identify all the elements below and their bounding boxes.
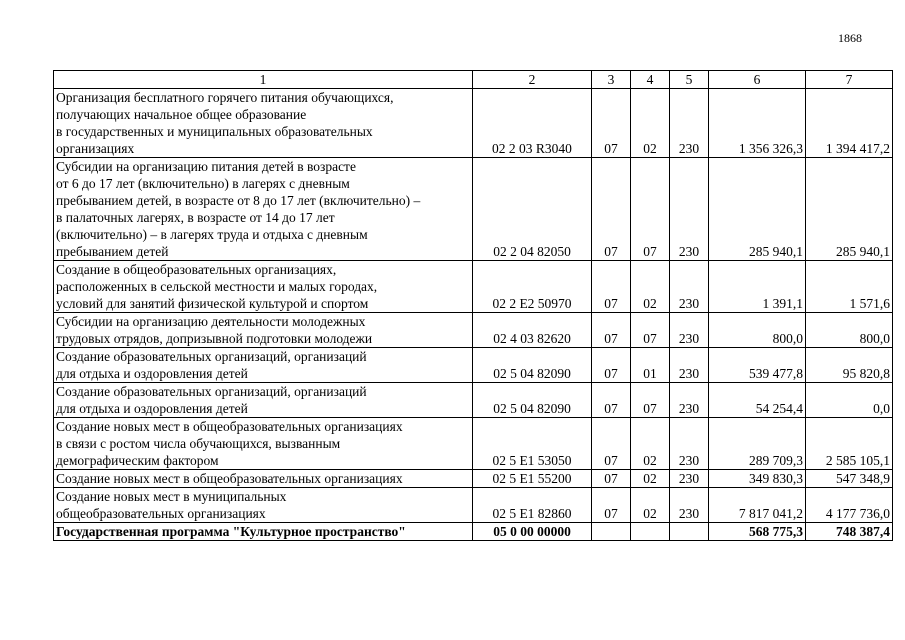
row-section: 07 [592, 418, 631, 470]
table-row [54, 348, 893, 383]
row-subsection: 02 [631, 261, 670, 313]
row-name: Создание новых мест в муниципальных общеобразовательных организациях [54, 488, 473, 523]
row-section [592, 523, 631, 541]
header-col-2: 2 [473, 71, 592, 89]
row-target-article: 02 5 04 82090 [473, 383, 592, 418]
page-number: 1868 [838, 31, 862, 45]
row-target-article: 02 5 E1 82860 [473, 488, 592, 523]
header-col-6: 6 [709, 71, 806, 89]
row-name: Создание новых мест в общеобразовательных организациях в связи с ростом числа обучающихся, вызванным демографическим фактором [54, 418, 473, 470]
row-amount-col6: 285 940,1 [709, 158, 806, 261]
row-name: Создание образовательных организаций, организаций для отдыха и оздоровления детей [54, 383, 473, 418]
row-expense-type: 230 [670, 488, 709, 523]
row-expense-type: 230 [670, 348, 709, 383]
program-total-row [54, 523, 893, 541]
row-amount-col6: 1 356 326,3 [709, 89, 806, 158]
row-section: 07 [592, 313, 631, 348]
row-amount-col6: 1 391,1 [709, 261, 806, 313]
row-expense-type: 230 [670, 418, 709, 470]
row-expense-type [670, 523, 709, 541]
row-amount-col7: 547 348,9 [806, 470, 893, 488]
row-amount-col7: 1 394 417,2 [806, 89, 893, 158]
header-row [54, 71, 893, 89]
row-target-article: 05 0 00 00000 [473, 523, 592, 541]
row-amount-col7: 2 585 105,1 [806, 418, 893, 470]
row-amount-col7: 1 571,6 [806, 261, 893, 313]
row-section: 07 [592, 348, 631, 383]
row-amount-col7: 800,0 [806, 313, 893, 348]
row-amount-col6: 289 709,3 [709, 418, 806, 470]
row-subsection: 07 [631, 383, 670, 418]
row-name: Субсидии на организацию питания детей в возрасте от 6 до 17 лет (включительно) в лагерях с дневным пребыванием детей, в возрасте от 8 до 17 лет (включительно) – в палаточных лагерях, в возрасте от 14 до 17 лет (включительно) – в лагерях труда и отдыха с дневным пребыванием детей [54, 158, 473, 261]
row-expense-type: 230 [670, 261, 709, 313]
row-amount-col7: 748 387,4 [806, 523, 893, 541]
row-name: Создание в общеобразовательных организациях, расположенных в сельской местности и малых городах, условий для занятий физической культурой и спортом [54, 261, 473, 313]
row-subsection [631, 523, 670, 541]
row-subsection: 02 [631, 89, 670, 158]
table-row [54, 89, 893, 158]
row-amount-col6: 349 830,3 [709, 470, 806, 488]
table-row [54, 383, 893, 418]
row-amount-col6: 54 254,4 [709, 383, 806, 418]
table-row [54, 158, 893, 261]
budget-table [53, 70, 893, 541]
row-name: Создание образовательных организаций, организаций для отдыха и оздоровления детей [54, 348, 473, 383]
row-name: Создание новых мест в общеобразовательных организациях [54, 470, 473, 488]
row-target-article: 02 5 E1 55200 [473, 470, 592, 488]
row-expense-type: 230 [670, 383, 709, 418]
row-amount-col6: 539 477,8 [709, 348, 806, 383]
row-expense-type: 230 [670, 313, 709, 348]
row-amount-col6: 7 817 041,2 [709, 488, 806, 523]
row-section: 07 [592, 89, 631, 158]
row-amount-col7: 95 820,8 [806, 348, 893, 383]
row-subsection: 02 [631, 488, 670, 523]
row-subsection: 07 [631, 313, 670, 348]
row-target-article: 02 5 04 82090 [473, 348, 592, 383]
row-amount-col7: 285 940,1 [806, 158, 893, 261]
row-name: Организация бесплатного горячего питания обучающихся, получающих начальное общее образование в государственных и муниципальных образовательных организациях [54, 89, 473, 158]
table-row [54, 488, 893, 523]
row-name: Субсидии на организацию деятельности молодежных трудовых отрядов, допризывной подготовки молодежи [54, 313, 473, 348]
header-col-1: 1 [54, 71, 473, 89]
row-target-article: 02 5 E1 53050 [473, 418, 592, 470]
header-col-7: 7 [806, 71, 893, 89]
header-col-4: 4 [631, 71, 670, 89]
row-amount-col6: 568 775,3 [709, 523, 806, 541]
row-target-article: 02 2 E2 50970 [473, 261, 592, 313]
row-section: 07 [592, 158, 631, 261]
row-amount-col6: 800,0 [709, 313, 806, 348]
row-expense-type: 230 [670, 89, 709, 158]
table-row [54, 418, 893, 470]
row-amount-col7: 0,0 [806, 383, 893, 418]
row-name: Государственная программа "Культурное пространство" [54, 523, 473, 541]
header-col-3: 3 [592, 71, 631, 89]
row-section: 07 [592, 383, 631, 418]
row-expense-type: 230 [670, 158, 709, 261]
row-expense-type: 230 [670, 470, 709, 488]
table-row [54, 313, 893, 348]
row-subsection: 07 [631, 158, 670, 261]
row-subsection: 02 [631, 418, 670, 470]
row-subsection: 02 [631, 470, 670, 488]
row-section: 07 [592, 488, 631, 523]
row-subsection: 01 [631, 348, 670, 383]
row-amount-col7: 4 177 736,0 [806, 488, 893, 523]
row-target-article: 02 2 04 82050 [473, 158, 592, 261]
table-row [54, 470, 893, 488]
row-section: 07 [592, 261, 631, 313]
row-target-article: 02 2 03 R3040 [473, 89, 592, 158]
header-col-5: 5 [670, 71, 709, 89]
table-row [54, 261, 893, 313]
row-section: 07 [592, 470, 631, 488]
row-target-article: 02 4 03 82620 [473, 313, 592, 348]
